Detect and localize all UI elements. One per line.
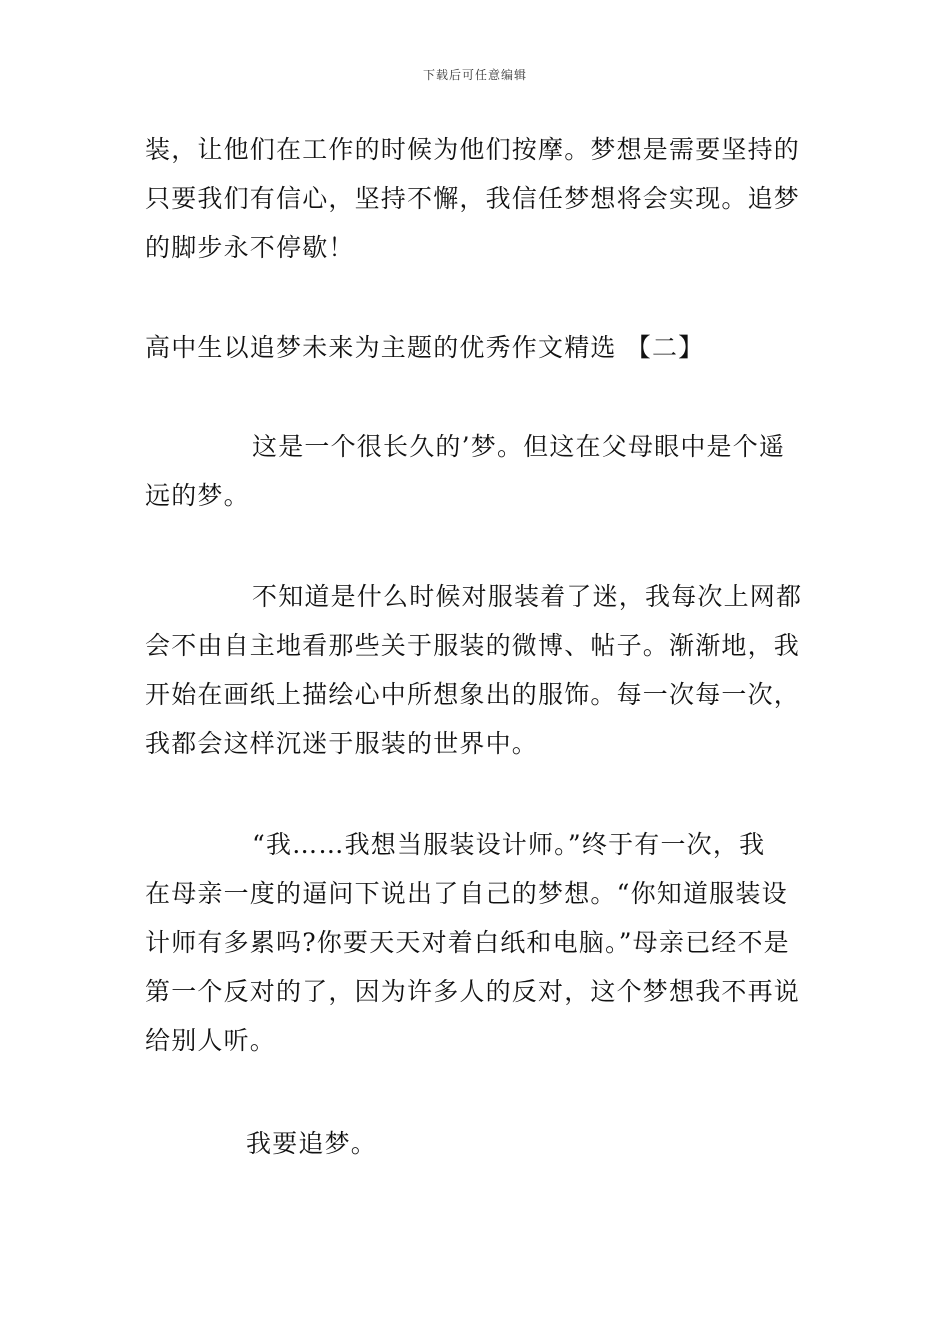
paragraph-4-line-1: 不知道是什么时候对服装着了迷，我每次上网都: [252, 582, 803, 611]
paragraph-5-line-3: 计师有多累吗?你要天天对着白纸和电脑。”母亲已经不是: [145, 928, 790, 957]
paragraph-6-line-1: 我要追梦。: [246, 1129, 378, 1158]
paragraph-3-line-2: 远的梦。: [145, 481, 250, 510]
paragraph-5-line-4: 第一个反对的了，因为许多人的反对，这个梦想我不再说: [145, 977, 801, 1006]
section-heading: 高中生以追梦未来为主题的优秀作文精选 【二】: [145, 333, 705, 362]
paragraph-4-line-2: 会不由自主地看那些关于服装的微博、帖子。渐渐地，我: [145, 631, 801, 660]
header-note: 下载后可任意编辑: [422, 68, 527, 82]
paragraph-1-line-3: 的脚步永不停歇！: [145, 233, 355, 262]
paragraph-1-line-1: 装，让他们在工作的时候为他们按摩。梦想是需要坚持的: [145, 135, 801, 164]
paragraph-5-line-1: “我……我想当服装设计师。”终于有一次，我: [252, 830, 766, 859]
paragraph-5-line-5: 给别人听。: [145, 1026, 277, 1055]
paragraph-3-line-1: 这是一个很长久的’梦。但这在父母眼中是个遥: [252, 432, 786, 461]
paragraph-1-line-2: 只要我们有信心，坚持不懈，我信任梦想将会实现。追梦: [145, 184, 801, 213]
paragraph-4-line-4: 我都会这样沉迷于服装的世界中。: [145, 729, 539, 758]
paragraph-5-line-2: 在母亲一度的逼问下说出了自己的梦想。“你知道服装设: [145, 879, 788, 908]
paragraph-4-line-3: 开始在画纸上描绘心中所想象出的服饰。每一次每一次，: [145, 680, 801, 709]
